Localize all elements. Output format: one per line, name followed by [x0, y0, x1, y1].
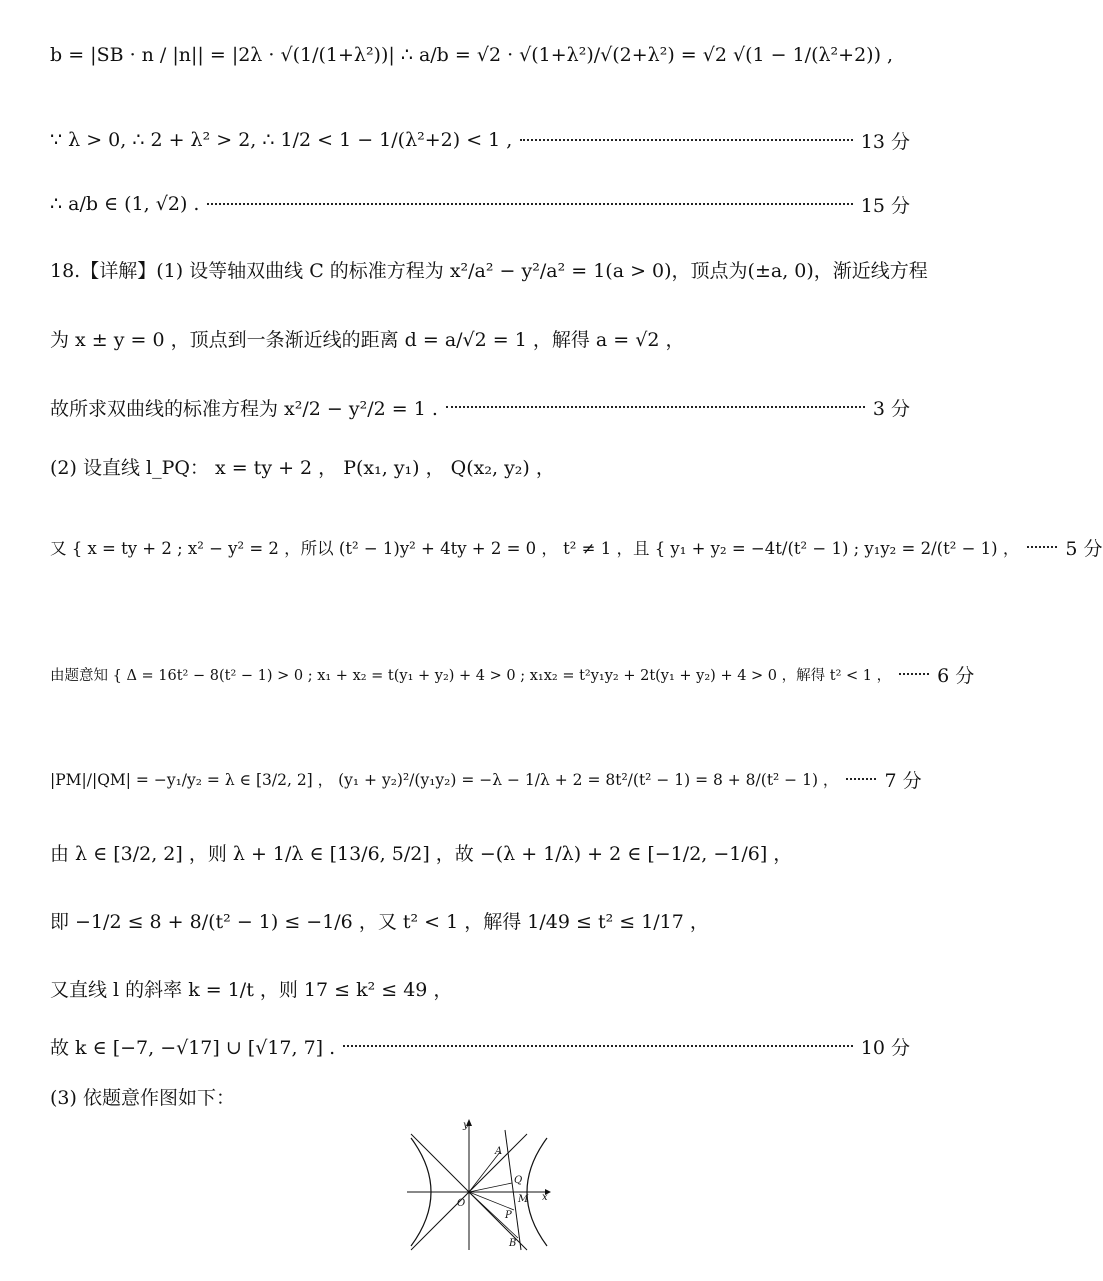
segment-OP [469, 1192, 514, 1210]
line-text: (2) 设直线 l_PQ： x = ty + 2 ， P(x₁, y₁) ， Q(x₂, y₂) ， [50, 456, 555, 479]
score-label: 3 分 [872, 397, 910, 420]
label-x: x [542, 1192, 548, 1203]
line-9 [50, 652, 975, 696]
dotted-leader [846, 778, 876, 780]
line-text: 18.【详解】(1) 设等轴双曲线 C 的标准方程为 x²/a² − y²/a² = 1(a > 0)，顶点为(±a, 0)，渐近线方程 [50, 259, 928, 282]
line-text: b = |SB · n / |n|| = |2λ · √(1/(1+λ²))| ∴ a/b = √2 · √(1+λ²)/√(2+λ²) = √2 √(1 − 1/(λ²+2)) , [50, 44, 894, 66]
label-M: M [518, 1194, 529, 1205]
line-text: 即 −1/2 ≤ 8 + 8/(t² − 1) ≤ −1/6 ，又 t² < 1 ，解得 1/49 ≤ t² ≤ 1/17 ， [50, 910, 709, 933]
line-1 [50, 30, 910, 80]
dotted-leader [343, 1045, 853, 1047]
line-text: 故 k ∈ [−7, −√17] ∪ [√17, 7] . [50, 1036, 336, 1059]
line-text: ∴ a/b ∈ (1, √2) . [50, 193, 200, 215]
line-3 [50, 182, 910, 226]
score-label: 5 分 [1065, 537, 1103, 560]
dotted-leader [899, 673, 929, 675]
line-text: 为 x ± y = 0 ，顶点到一条渐近线的距离 d = a/√2 = 1 ，解得 a = √2 ， [50, 328, 685, 351]
line-5 [50, 316, 910, 360]
label-Q: Q [514, 1175, 523, 1186]
line-4 [50, 247, 928, 291]
line-13 [50, 966, 910, 1010]
segment-OQ [469, 1183, 512, 1192]
label-y: y [463, 1120, 469, 1131]
line-8 [50, 525, 1103, 569]
line-text: 故所求双曲线的标准方程为 x²/2 − y²/2 = 1 . [50, 397, 438, 420]
line-text: (3) 依题意作图如下： [50, 1086, 235, 1109]
dotted-leader [520, 139, 852, 141]
label-O: O [457, 1198, 466, 1209]
score-label: 7 分 [884, 769, 922, 792]
line-2 [50, 118, 910, 162]
dotted-leader [446, 406, 865, 408]
dotted-leader [1027, 546, 1057, 548]
score-label: 13 分 [860, 130, 910, 153]
label-P: P [505, 1210, 512, 1221]
line-11 [50, 830, 910, 874]
line-text: |PM|/|QM| = −y₁/y₂ = λ ∈ [3/2, 2] ， (y₁ + y₂)²/(y₁y₂) = −λ − 1/λ + 2 = 8t²/(t² − 1) = 8 + 8/(t² − 1) ， [50, 771, 839, 789]
label-A: A [495, 1146, 503, 1157]
hyperbola-figure [405, 1118, 553, 1253]
label-B: B [509, 1238, 517, 1249]
dotted-leader [207, 203, 852, 205]
line-text: ∵ λ > 0, ∴ 2 + λ² > 2, ∴ 1/2 < 1 − 1/(λ²+2) < 1 , [50, 129, 513, 151]
line-7 [50, 448, 910, 484]
line-text: 由 λ ∈ [3/2, 2] ，则 λ + 1/λ ∈ [13/6, 5/2] ，故 −(λ + 1/λ) + 2 ∈ [−1/2, −1/6] ， [50, 842, 793, 865]
line-6 [50, 385, 910, 429]
line-14 [50, 1024, 910, 1068]
score-label: 6 分 [937, 664, 975, 687]
line-12 [50, 898, 910, 942]
score-label: 10 分 [860, 1036, 910, 1059]
line-15 [50, 1078, 910, 1114]
segment-OA [469, 1152, 500, 1192]
score-label: 15 分 [860, 194, 910, 217]
line-10 [50, 757, 922, 801]
line-text: 由题意知 { Δ = 16t² − 8(t² − 1) > 0 ; x₁ + x₂ = t(y₁ + y₂) + 4 > 0 ; x₁x₂ = t²y₁y₂ + 2t(y₁ + y₂) + 4 > 0 ，解得 t² < 1 ， [50, 667, 892, 684]
line-text: 又 { x = ty + 2 ; x² − y² = 2 ，所以 (t² − 1)y² + 4ty + 2 = 0 ， t² ≠ 1 ，且 { y₁ + y₂ = −4t/(t² − 1) ; y₁y₂ = 2/(t² − 1) ， [50, 539, 1020, 558]
line-text: 又直线 l 的斜率 k = 1/t ，则 17 ≤ k² ≤ 49 ， [50, 978, 453, 1001]
